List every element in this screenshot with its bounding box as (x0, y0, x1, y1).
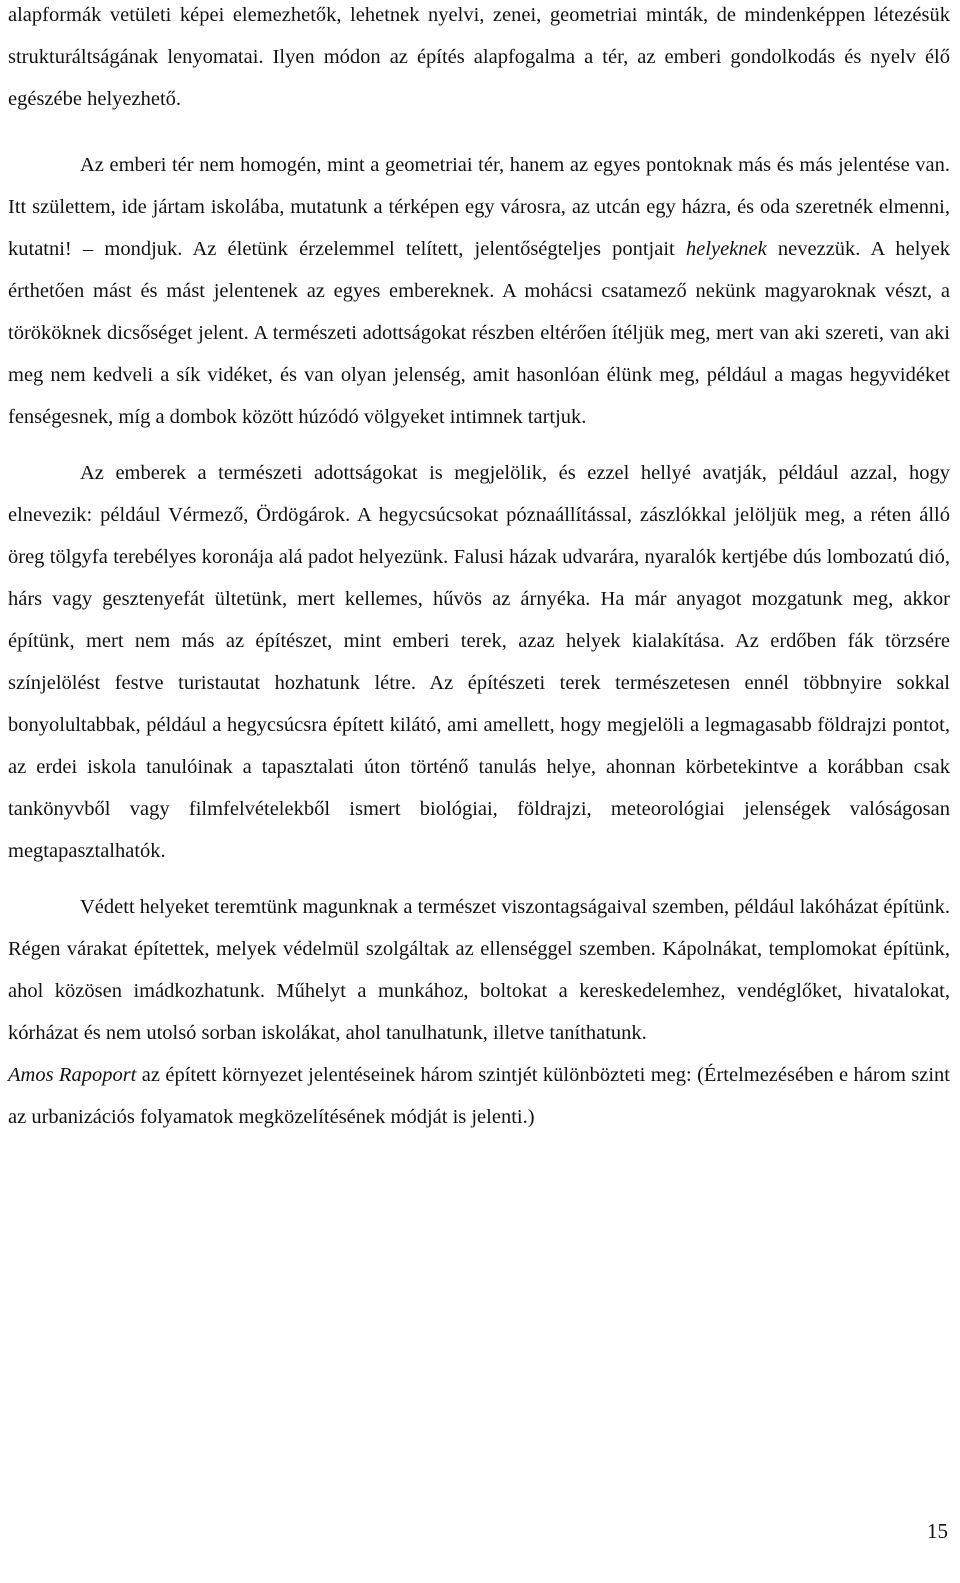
paragraph-2-text-a: Az emberi tér nem homogén, mint a geometriai tér, hanem az egyes pontoknak más és más jelentése van. Itt születtem, ide jártam iskolába, mutatunk a térképen egy városra, az utcán egy házra, és oda szeretnék elmenni, kutatni! – mondjuk. Az életünk érzelemmel telített, jelentőségteljes pontjait (8, 154, 950, 260)
document-page (8, 0, 950, 1138)
paragraph-1-text: alapformák vetületi képei elemezhetők, lehetnek nyelvi, zenei, geometriai minták, de mindenképpen létezésük strukturáltságának lenyomatai. Ilyen módon az építés alapfogalma a tér, az emberi gondolkodás és nyelv élő egészébe helyezhető. (8, 4, 950, 110)
paragraph-3-text: Az emberek a természeti adottságokat is megjelölik, és ezzel hellyé avatják, például azzal, hogy elnevezik: például Vérmező, Ördögárok. A hegycsúcsokat póznaállítással, zászlókkal jelöljük meg, a réten álló öreg tölgyfa terebélyes koronája alá padot helyezünk. Falusi házak udvarára, nyaralók kertjébe dús lombozatú dió, hárs vagy gesztenyefát ültetünk, mert kellemes, hűvös az árnyéka. Ha már anyagot mozgatunk meg, akkor építünk, mert nem más az építészet, mint emberi terek, azaz helyek kialakítása. Az erdőben fák törzsére színjelölést festve turistautat hozhatunk létre. Az építészeti terek természetesen ennél többnyire sokkal bonyolultabbak, például a hegycsúcsra épített kilátó, ami amellett, hogy megjelöli a legmagasabb földrajzi pontot, az erdei iskola tanulóinak a tapasztalati úton történő tanulás helye, ahonnan körbetekintve a korábban csak tankönyvből vagy filmfelvételekből ismert biológiai, földrajzi, meteorológiai jelenségek valóságosan megtapasztalhatók. (8, 462, 950, 862)
paragraph-5 (8, 1054, 950, 1138)
paragraph-5-author-name: Amos Rapoport (8, 1064, 137, 1086)
paragraph-3 (8, 452, 950, 872)
paragraph-1 (8, 0, 950, 120)
paragraph-5-text: az épített környezet jelentéseinek három szintjét különbözteti meg: (Értelmezésében e három szint az urbanizációs folyamatok megközelítésének módját is jelenti.) (8, 1064, 951, 1128)
page-number: 15 (927, 1519, 948, 1543)
paragraph-2 (8, 144, 950, 438)
paragraph-2-text-b: nevezzük. A helyek érthetően mást és mást jelentenek az egyes embereknek. A mohácsi csatamező nekünk magyaroknak vészt, a törököknek dicsőséget jelent. A természeti adottságokat részben eltérően ítéljük meg, mert van aki szereti, van aki meg nem kedveli a sík vidéket, és van olyan jelenség, amit hasonlóan élünk meg, például a magas hegyvidéket fenségesnek, míg a dombok között húzódó völgyeket intimnek tartjuk. (8, 238, 950, 428)
paragraph-2-italic-term: helyeknek (685, 238, 767, 260)
paragraph-4 (8, 886, 950, 1054)
paragraph-4-text: Védett helyeket teremtünk magunknak a természet viszontagságaival szemben, például lakóházat építünk. Régen várakat építettek, melyek védelmül szolgáltak az ellenséggel szemben. Kápolnákat, templomokat építünk, ahol közösen imádkozhatunk. Műhelyt a munkához, boltokat a kereskedelemhez, vendéglőket, hivatalokat, kórházat és nem utolsó sorban iskolákat, ahol tanulhatunk, illetve taníthatunk. (8, 896, 950, 1044)
